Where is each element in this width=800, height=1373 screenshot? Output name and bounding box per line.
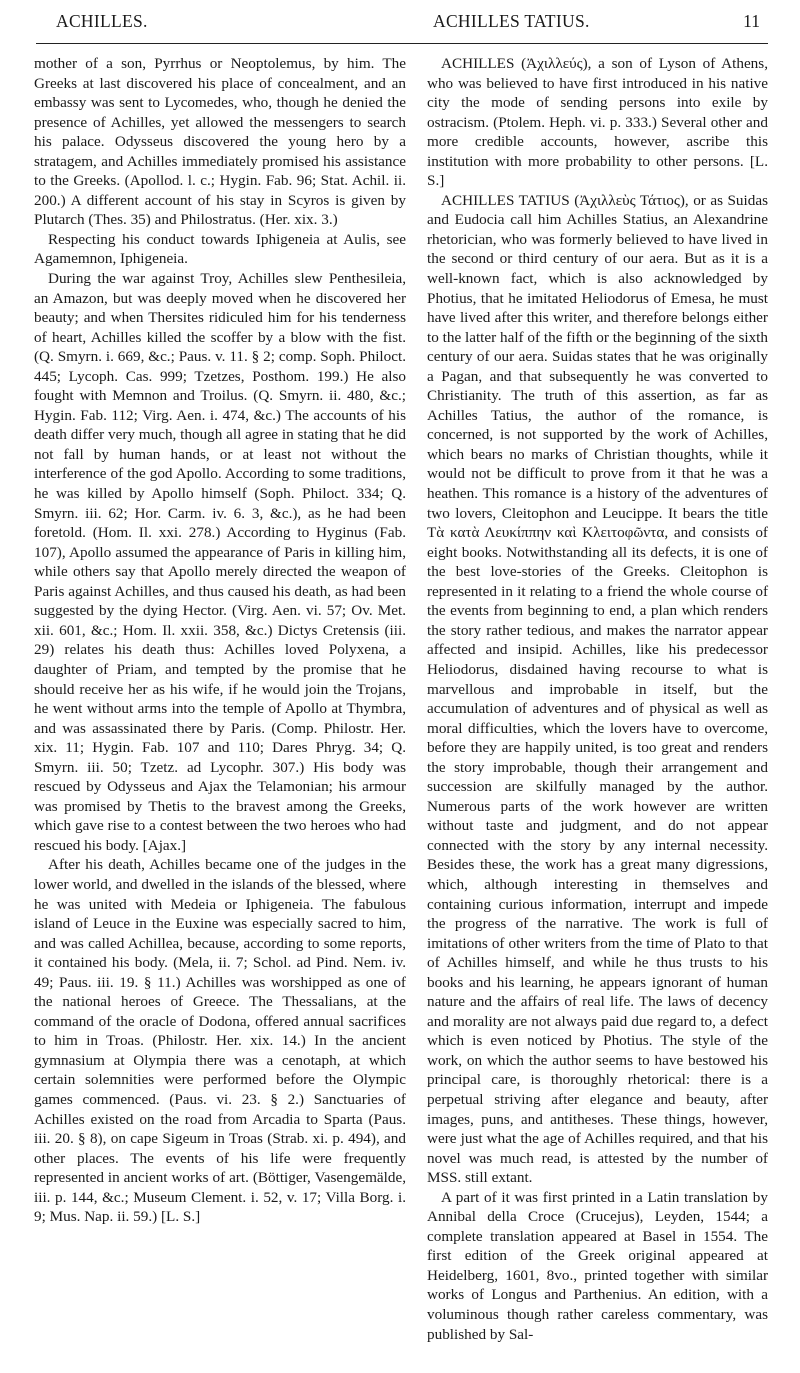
entry-achilles: ACHILLES (Ἀχιλλεύς), a son of Lyson of Athens, who was believed to have first introduced in his native city the mode of sending persons into exile by ostracism. (Ptolem. Heph. vi. p. 333.) Several other and more credible accounts, however, ascribe this institution with more probability to other persons. [L. S.] [427,55,768,190]
paragraph: mother of a son, Pyrrhus or Neoptolemus, by him. The Greeks at last discovered his place of concealment, and an embassy was sent to Lycomedes, who, though he denied the presence of Achilles, yet allowed the messengers to search his palace. Odysseus discovered the young hero by a stratagem, and Achilles immediately promised his assistance to the Greeks. (Apollod. l. c.; Hygin. Fab. 96; Stat. Achil. ii. 200.) A different account of his stay in Scyros is given by Plutarch (Thes. 35) and Philostratus. (Her. xix. 3.) [34,55,406,229]
running-head-center: ACHILLES TATIUS. [433,11,590,31]
paragraph: After his death, Achilles became one of the judges in the lower world, and dwelled in the islands of the blessed, where he was united with Medeia or Iphigeneia. The fabulous island of Leuce in the Euxine was especially sacred to him, and was called Achillea, because, according to some reports, it contained his body. (Mela, ii. 7; Schol. ad Pind. Nem. iv. 49; Paus. iii. 19. § 11.) Achilles was worshipped as one of the national heroes of Greece. The Thessalians, at the command of the oracle of Dodona, offered annual sacrifices to him in Troas. (Philostr. Her. xix. 14.) In the ancient gymnasium at Olympia there was a cenotaph, at which certain solemnities were performed before the Olympic games commenced. (Paus. vi. 23. § 2.) Sanctuaries of Achilles existed on the road from Arcadia to Sparta (Paus. iii. 20. § 8), on cape Sigeum in Troas (Strab. xi. p. 494), and other places. The events of his life were frequently represented in ancient works of art. (Böttiger, Vasengemälde, iii. p. 144, &c.; Museum Clement. i. 52, v. 17; Villa Borg. i. 9; Mus. Nap. ii. 59.) [L. S.] [34,856,406,1226]
right-column [427,54,768,1344]
page-header [0,0,800,50]
running-head-left: ACHILLES. [56,11,148,31]
paragraph: Respecting his conduct towards Iphigeneia at Aulis, see Agamemnon, Iphigeneia. [34,230,406,268]
header-rule [36,43,768,44]
paragraph: During the war against Troy, Achilles slew Penthesileia, an Amazon, but was deeply moved when he discovered her beauty; and when Thersites ridiculed him for his tenderness of heart, Achilles killed the scoffer by a blow with the fist. (Q. Smyrn. i. 669, &c.; Paus. v. 11. § 2; comp. Soph. Philoct. 445; Lycoph. Cas. 999; Tzetzes, Posthom. 199.) He also fought with Memnon and Troilus. (Q. Smyrn. ii. 480, &c.; Hygin. Fab. 112; Virg. Aen. i. 474, &c.) The accounts of his death differ very much, though all agree in stating that he did not fall by human hands, or at least not without the interference of the god Apollo. According to some traditions, he was killed by Apollo himself (Soph. Philoct. 334; Q. Smyrn. iii. 62; Hor. Carm. iv. 6. 3, &c.), as he had been foretold. (Hom. Il. xxi. 278.) According to Hyginus (Fab. 107), Apollo assumed the appearance of Paris in killing him, while others say that Apollo merely directed the weapon of Paris against Achilles, and thus caused his death, as had been suggested by the dying Hector. (Virg. Aen. vi. 57; Ov. Met. xii. 601, &c.; Hom. Il. xxii. 358, &c.) Dictys Cretensis (iii. 29) relates his death thus: Achilles loved Polyxena, a daughter of Priam, and tempted by the promise that he should receive her as his wife, if he would join the Trojans, he went without arms into the temple of Apollo at Thymbra, and was assassinated there by Paris. (Comp. Philostr. Her. xix. 11; Hygin. Fab. 107 and 110; Dares Phryg. 34; Q. Smyrn. iii. 50; Tzetz. ad Lycophr. 307.) His body was rescued by Odysseus and Ajax the Telamonian; his armour was promised by Thetis to the bravest among the Greeks, which gave rise to a contest between the two heroes who had rescued his body. [Ajax.] [34,270,406,854]
left-column [34,54,406,1227]
entry-achilles-tatius: ACHILLES TATIUS (Ἀχιλλεὺς Τάτιος), or as Suidas and Eudocia call him Achilles Statius, an Alexandrine rhetorician, who was formerly believed to have lived in the second or third century of our aera. But as it is a well-known fact, which is also acknowledged by Photius, that he imitated Heliodorus of Emesa, he must have lived after this writer, and therefore belongs either to the latter half of the fifth or the beginning of the sixth century of our aera. Suidas states that he was originally a Pagan, and that subsequently he was converted to Christianity. The truth of this assertion, as far as Achilles Tatius, the author of the romance, is concerned, is not supported by the work of Achilles, which bears no marks of Christian thoughts, while it would not be difficult to prove from it that he was a heathen. This romance is a history of the adventures of two lovers, Cleitophon and Leucippe. It bears the title Τὰ κατὰ Λευκίππην καὶ Κλειτοφῶντα, and consists of eight books. Notwithstanding all its defects, it is one of the best love-stories of the Greeks. Cleitophon is represented in it relating to a friend the whole course of the events from beginning to end, a plan which renders the story rather tedious, and makes the narrator appear affected and insipid. Achilles, like his predecessor Heliodorus, disdained having recourse to what is marvellous and improbable in itself, but the accumulation of adventures and of physical as well as moral difficulties, which the lovers have to overcome, before they are happily united, is too great and renders the story improbable, though their arrangement and succession are skilfully managed by the author. Numerous parts of the work however are written without taste and judgment, and do not appear connected with the story by any internal necessity. Besides these, the work has a great many digressions, which, although interesting in themselves and containing curious information, interrupt and impede the progress of the narrative. The work is full of imitations of other writers from the time of Plato to that of Achilles himself, and while he thus trusts to his books and his learning, he appears ignorant of human nature and the affairs of real life. The laws of decency and morality are not always paid due regard to, a defect which is even noticed by Photius. The style of the work, on which the author seems to have bestowed his principal care, is thoroughly rhetorical: there is a perpetual striving after elegance and beauty, after images, puns, and antitheses. These things, however, were just what the age of Achilles required, and that his novel was much read, is attested by the number of MSS. still extant. [427,191,768,1187]
paragraph: A part of it was first printed in a Latin translation by Annibal della Croce (Crucejus), Leyden, 1544; a complete translation appeared at Basel in 1554. The first edition of the Greek original appeared at Heidelberg, 1601, 8vo., printed together with similar works of Longus and Parthenius. An edition, with a voluminous though rather careless commentary, was published by Sal- [427,1188,768,1343]
page-number: 11 [743,11,760,31]
